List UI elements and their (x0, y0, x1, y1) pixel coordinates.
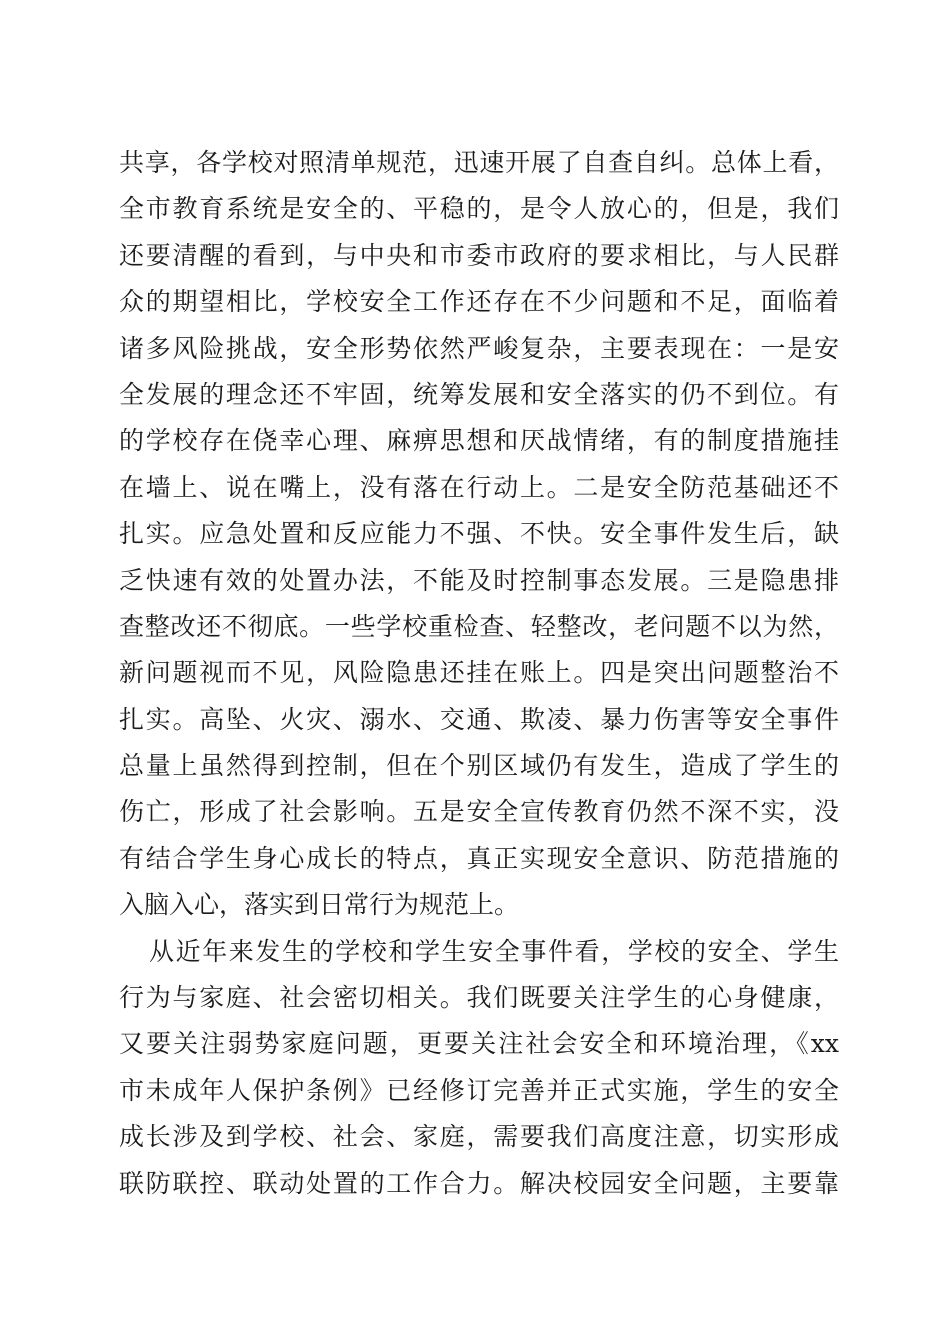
text-line: 众的期望相比，学校安全工作还存在不少问题和不足，面临着 (119, 287, 839, 317)
text-line: 扎实。高坠、火灾、溺水、交通、欺凌、暴力伤害等安全事件 (119, 704, 839, 734)
text-line: 查整改还不彻底。一些学校重检查、轻整改，老问题不以为然， (119, 611, 839, 641)
text-line: 伤亡，形成了社会影响。五是安全宣传教育仍然不深不实，没 (119, 797, 839, 827)
text-line: 全市教育系统是安全的、平稳的，是令人放心的，但是，我们 (119, 194, 839, 224)
text-line: 联防联控、联动处置的工作合力。解决校园安全问题，主要靠 (119, 1168, 839, 1198)
text-line: 全发展的理念还不牢固，统筹发展和安全落实的仍不到位。有 (119, 379, 839, 409)
text-line: 有结合学生身心成长的特点，真正实现安全意识、防范措施的 (119, 843, 839, 873)
paragraph-2 (119, 929, 839, 1207)
text-line: 诸多风险挑战，安全形势依然严峻复杂，主要表现在：一是安 (119, 333, 839, 363)
text-line: 的学校存在侥幸心理、麻痹思想和厌战情绪，有的制度措施挂 (119, 426, 839, 456)
text-line: 乏快速有效的处置办法，不能及时控制事态发展。三是隐患排 (119, 565, 839, 595)
text-line: 入脑入心，落实到日常行为规范上。 (119, 890, 520, 920)
text-line: 在墙上、说在嘴上，没有落在行动上。二是安全防范基础还不 (119, 472, 839, 502)
text-line: 还要清醒的看到，与中央和市委市政府的要求相比，与人民群 (119, 240, 839, 270)
text-line: 成长涉及到学校、社会、家庭，需要我们高度注意，切实形成 (119, 1122, 839, 1152)
text-line: 总量上虽然得到控制，但在个别区域仍有发生，造成了学生的 (119, 751, 839, 781)
text-line: 从近年来发生的学校和学生安全事件看，学校的安全、学生 (149, 936, 839, 966)
paragraph-1 (119, 140, 839, 929)
text-line: 行为与家庭、社会密切相关。我们既要关注学生的心身健康， (119, 983, 839, 1013)
text-line: 新问题视而不见，风险隐患还挂在账上。四是突出问题整治不 (119, 658, 839, 688)
text-line: 市未成年人保护条例》已经修订完善并正式实施，学生的安全 (119, 1075, 839, 1105)
body-text (119, 140, 839, 1207)
text-line: 又要关注弱势家庭问题，更要关注社会安全和环境治理，《xx (119, 1029, 839, 1059)
text-line: 共享，各学校对照清单规范，迅速开展了自查自纠。总体上看， (119, 148, 839, 177)
text-line: 扎实。应急处置和反应能力不强、不快。安全事件发生后，缺 (119, 519, 839, 549)
